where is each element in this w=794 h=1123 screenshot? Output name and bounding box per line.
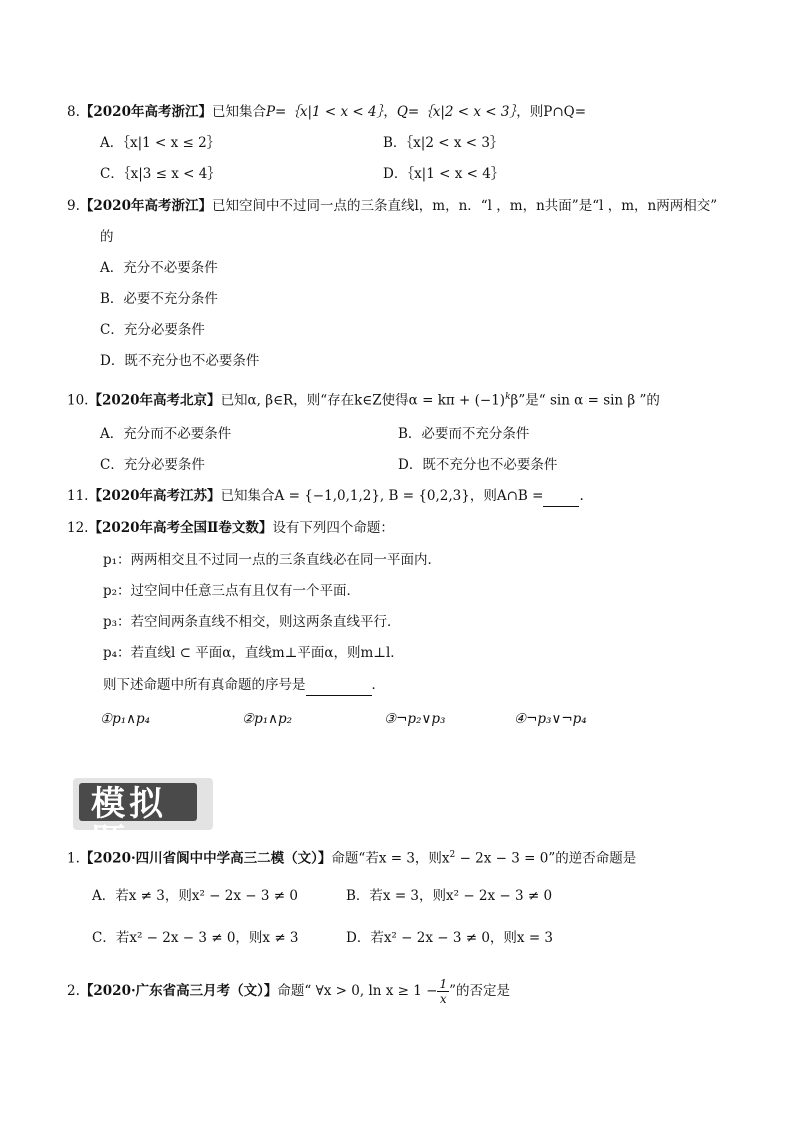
q8-option-a: A．｛x|1 < x ≤ 2｝ [100,135,221,151]
m2-stem [67,976,510,1006]
q12-number: 12. [67,520,89,536]
q9-option-b: B．必要不充分条件 [100,291,218,307]
q9-source: 【2020年高考浙江】 [79,198,212,214]
m2-stem-b: ”的否定是 [449,983,510,999]
q11-stem [67,486,584,507]
m1-option-d: D．若x² − 2x − 3 ≠ 0，则x = 3 [346,930,554,946]
q9-number: 9. [67,198,80,214]
q12-source: 【2020年高考全国Ⅱ卷文数】 [88,520,273,536]
m1-option-c: C．若x² − 2x − 3 ≠ 0，则x ≠ 3 [92,930,299,946]
q12-option-1: ①p₁∧p₄ [100,711,151,727]
q12-prop-p2: p₂：过空间中任意三点有且仅有一个平面． [103,583,361,599]
q10-exponent: k [505,392,511,402]
m1-option-a: A．若x ≠ 3，则x² − 2x − 3 ≠ 0 [92,888,298,904]
m2-fraction [437,977,449,1006]
m1-stem [67,845,636,869]
q8-stem-text: 已知集合 [211,104,266,120]
q11-end: . [579,488,584,504]
m2-fraction-denominator: x [439,992,447,1006]
m1-option-b: B．若x = 3，则x² − 2x − 3 ≠ 0 [346,888,553,904]
m2-source: 【2020·广东省高三月考（文）】 [79,983,278,999]
m2-fraction-numerator: 1 [439,977,448,991]
q10-stem [67,387,660,411]
section-badge-inner [79,783,197,862]
q8-option-d: D．｛x|1 < x < 4｝ [383,166,505,182]
m2-stem-a: 命题“ ∀x > 0, ln x ≥ 1 − [277,983,438,999]
q12-option-3: ③¬p₂∨p₃ [384,711,446,727]
q11-number: 11. [67,488,89,504]
q9-stem-text: 已知空间中不过同一点的三条直线l，m，n．“l ，m，n共面”是“l ，m，n两两相交” [211,198,718,214]
q10-source: 【2020年高考北京】 [88,392,221,409]
q12-question [103,675,385,696]
q10-option-b: B．必要而不充分条件 [398,426,530,442]
q10-stem-b: β”是“ sin α = sin β ”的 [510,392,660,409]
q12-option-4: ④¬p₃∨¬p₄ [514,711,587,727]
q9-stem [67,196,717,216]
m1-exponent: 2 [449,850,456,860]
q8-stem [67,102,586,122]
m2-number: 2. [67,983,80,999]
section-badge [73,778,213,862]
q12-ask: 则下述命题中所有真命题的序号是 [103,677,306,693]
q12-ask-end: ． [371,677,385,693]
q12-prop-p4: p₄：若直线l ⊂ 平面α，直线m⊥平面α，则m⊥l． [103,645,404,661]
q8-set-p: P=｛x|1 < x < 4｝ [265,104,384,120]
q10-stem-a: 已知α, β∈R，则“存在k∈Z使得α = kπ + (−1) [220,392,506,409]
m1-stem-a: 命题“若x = 3，则x [331,850,450,867]
q11-answer-blank [543,486,579,507]
q8-set-q: Q=｛x|2 < x < 3｝ [396,104,517,120]
m1-number: 1. [67,850,80,867]
section-title: 模拟题 [91,784,167,862]
q8-sep: ， [383,104,397,120]
q10-option-a: A．充分而不必要条件 [100,426,232,442]
m1-source: 【2020·四川省阆中中学高三二模（文）】 [79,850,332,867]
q12-stem [67,518,394,538]
q9-option-a: A．充分不必要条件 [100,260,218,276]
q8-tail: ，则P∩Q= [516,104,587,120]
q10-option-d: D．既不充分也不必要条件 [398,457,558,473]
q10-number: 10. [67,392,89,409]
q9-option-d: D．既不充分也不必要条件 [100,353,260,369]
q10-option-c: C．充分必要条件 [100,457,205,473]
m1-stem-b: − 2x − 3 = 0”的逆否命题是 [455,850,637,867]
q8-option-b: B．｛x|2 < x < 3｝ [383,135,504,151]
q11-stem-text: 已知集合A = {−1,0,1,2}, B = {0,2,3}，则A∩B = [220,488,544,504]
q12-prop-p3: p₃：若空间两条直线不相交，则这两条直线平行． [103,614,401,630]
q12-prop-p1: p₁：两两相交且不过同一点的三条直线必在同一平面内． [103,552,442,568]
q9-option-c: C．充分必要条件 [100,322,205,338]
q12-option-2: ②p₁∧p₂ [242,711,293,727]
q8-number: 8. [67,104,80,120]
q12-answer-blank [306,675,372,696]
q9-stem-cont: 的 [100,229,114,245]
q11-source: 【2020年高考江苏】 [88,488,221,504]
q8-source: 【2020年高考浙江】 [79,104,212,120]
q12-stem-text: 设有下列四个命题： [272,520,394,536]
q8-option-c: C．｛x|3 ≤ x < 4｝ [100,166,221,182]
